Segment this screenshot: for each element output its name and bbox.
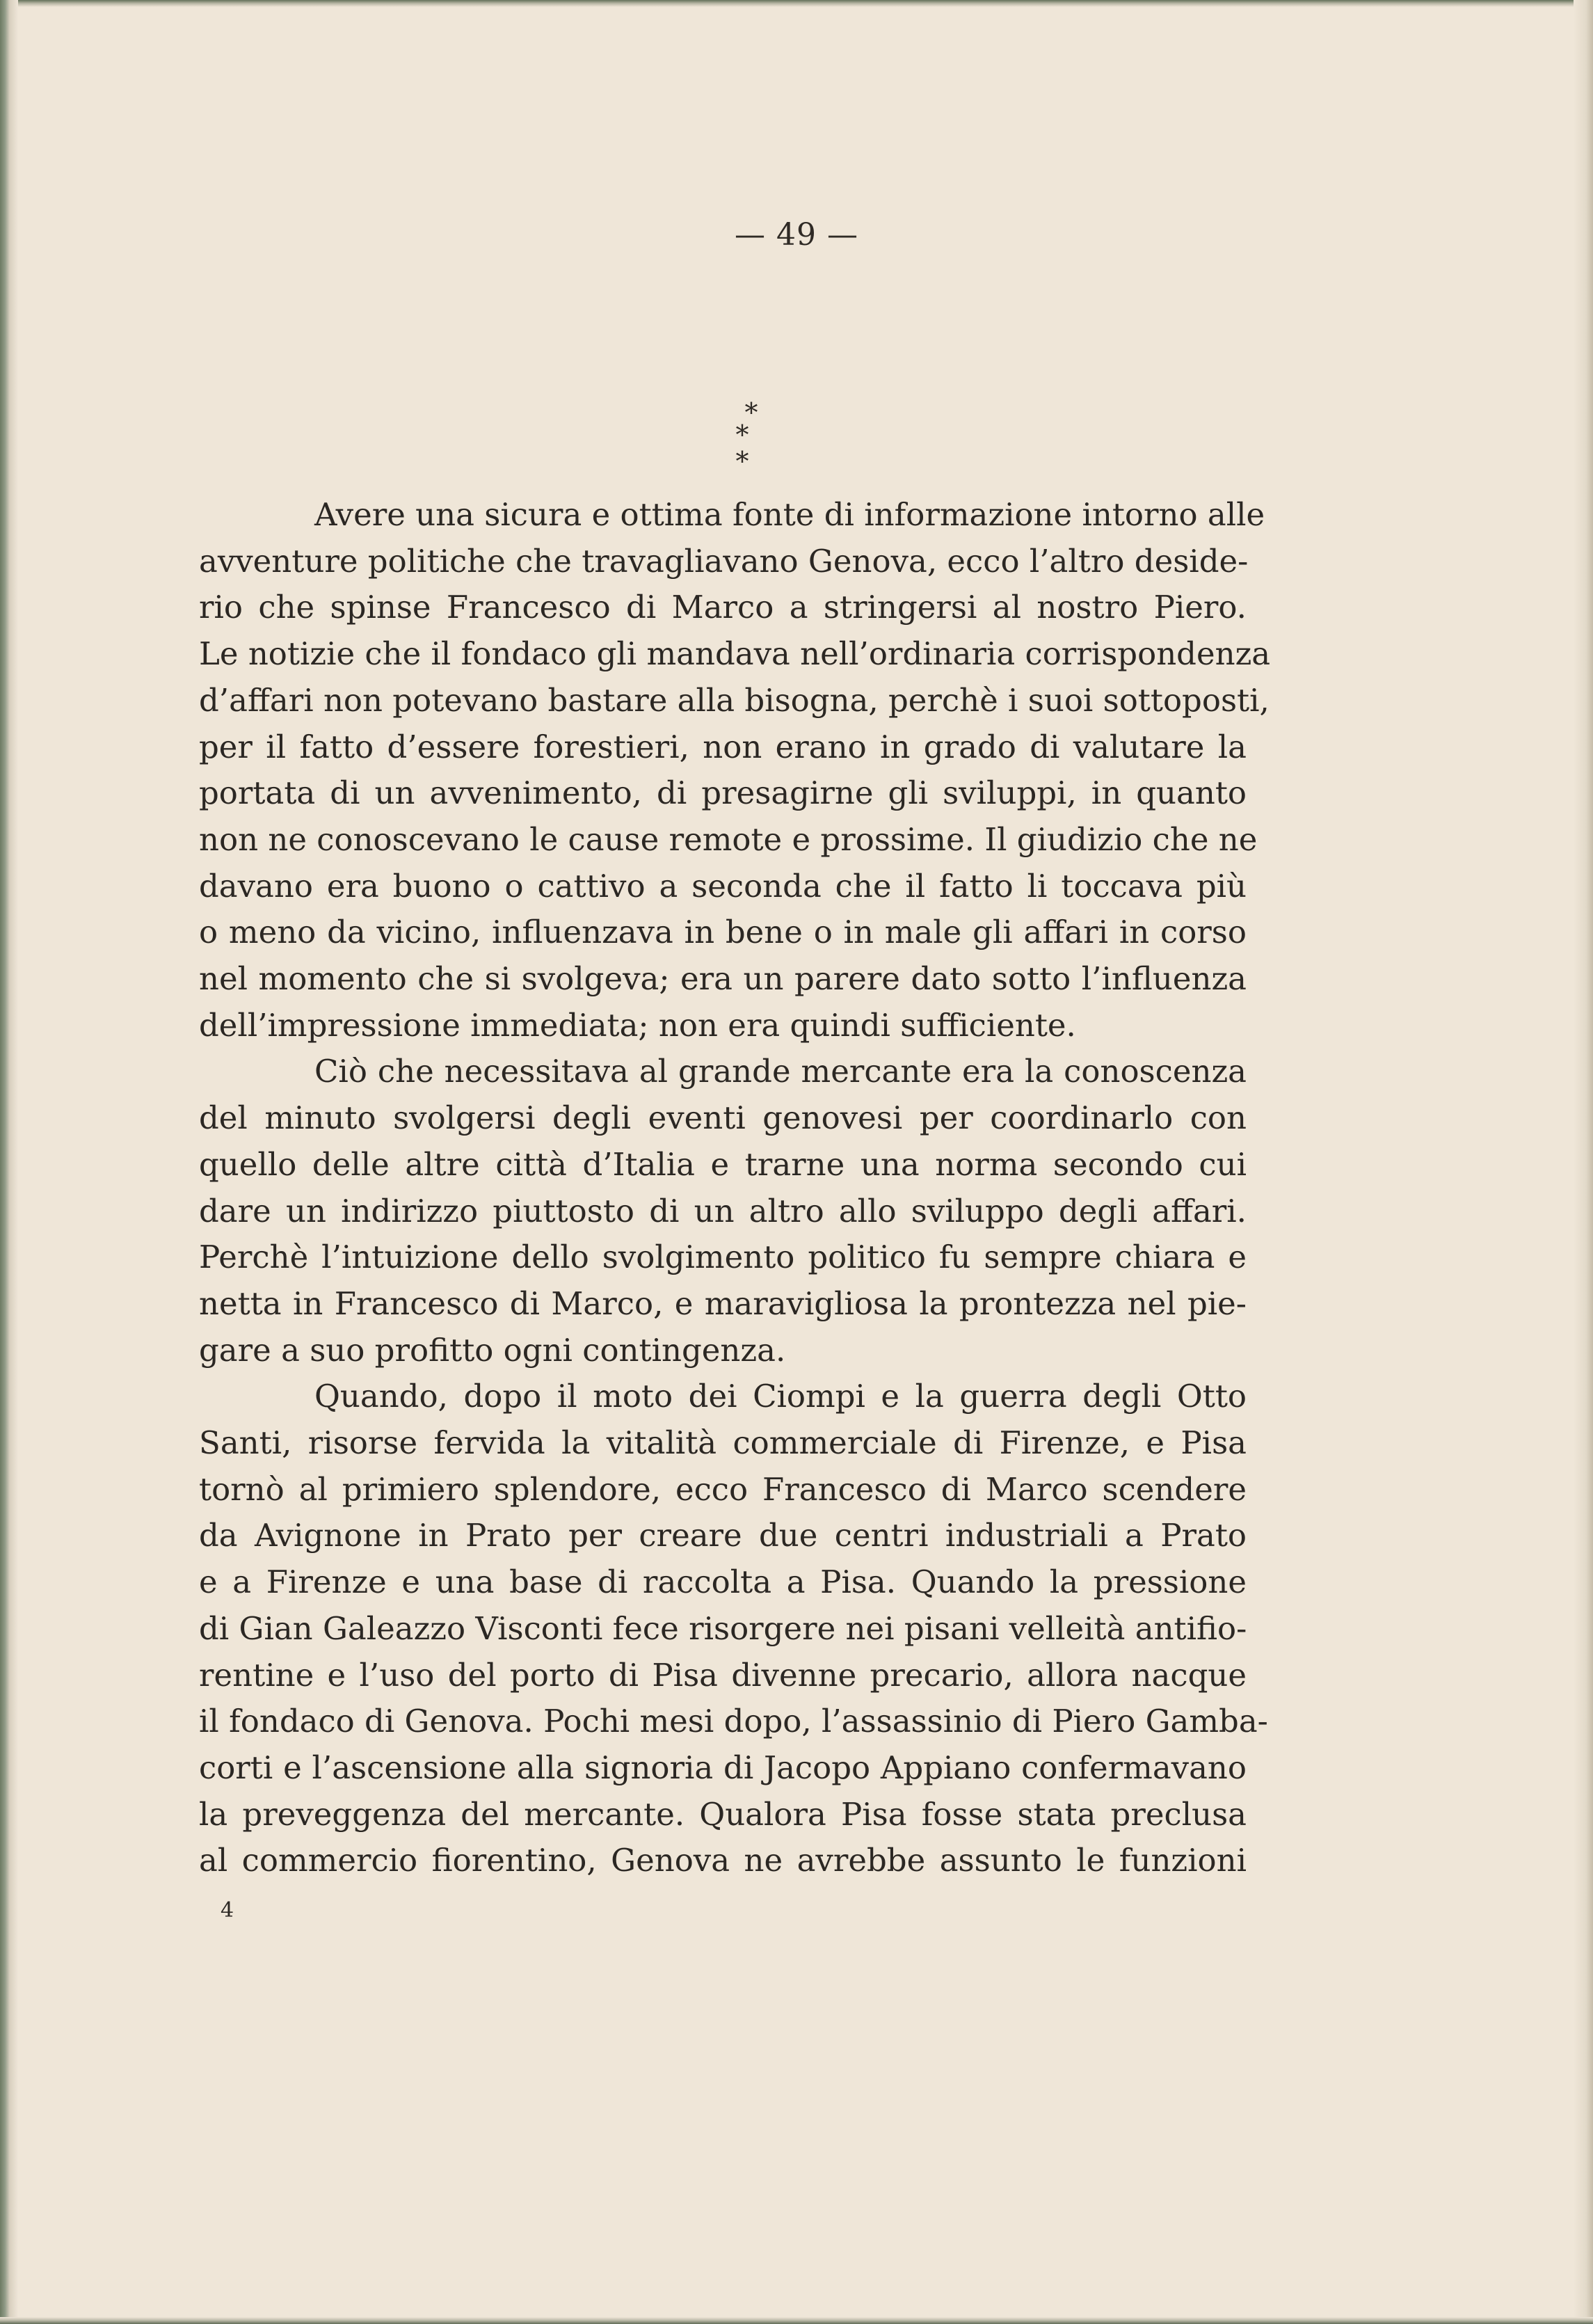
paragraph-3 — [199, 1374, 1268, 1884]
page-edge-top — [0, 0, 1593, 7]
body-text — [199, 492, 1271, 1884]
text-line: avventure politiche che travagliavano Genova, ecco l’altro deside- — [199, 542, 1249, 580]
signature-mark: 4 — [221, 1898, 234, 1923]
text-line: il fondaco di Genova. Pochi mesi dopo, l’assassinio di Piero Gamba- — [199, 1703, 1268, 1740]
text-line: da Avignone in Prato per creare due centri industriali a Prato — [199, 1517, 1247, 1554]
text-line: dell’impressione immediata; non era quindi sufficiente. — [199, 1006, 1076, 1044]
text-line: e a Firenze e una base di raccolta a Pisa. Quando la pressione — [199, 1563, 1247, 1601]
page-edge-right — [1574, 0, 1593, 2324]
text-line: per il fatto d’essere forestieri, non erano in grado di valutare la — [199, 728, 1247, 765]
text-line: Ciò che necessitava al grande mercante era la conoscenza — [314, 1053, 1247, 1090]
text-line: al commercio fiorentino, Genova ne avrebbe assunto le funzioni — [199, 1842, 1247, 1879]
asterism-top: * — [744, 397, 758, 428]
page-edge-bottom — [0, 2317, 1593, 2324]
text-line: netta in Francesco di Marco, e maravigliosa la prontezza nel pie- — [199, 1284, 1247, 1322]
text-line: corti e l’ascensione alla signoria di Jacopo Appiano confermavano — [199, 1749, 1247, 1786]
text-line: dare un indirizzo piuttosto di un altro allo sviluppo degli affari. — [199, 1192, 1247, 1229]
text-line: non ne conoscevano le cause remote e prossime. Il giudizio che ne — [199, 820, 1258, 858]
text-line: davano era buono o cattivo a seconda che il fatto li toccava più — [199, 867, 1247, 905]
text-line: Perchè l’intuizione dello svolgimento politico fu sempre chiara e — [199, 1239, 1247, 1276]
text-line: d’affari non potevano bastare alla bisogna, perchè i suoi sottoposti, — [199, 681, 1270, 719]
text-line: rio che spinse Francesco di Marco a stringersi al nostro Piero. — [199, 589, 1247, 626]
text-line: portata di un avvenimento, di presagirne gli sviluppi, in quanto — [199, 774, 1247, 812]
text-line: Santi, risorse fervida la vitalità commerciale di Firenze, e Pisa — [199, 1424, 1247, 1462]
text-line: nel momento che si svolgeva; era un parere dato sotto l’influenza — [199, 960, 1247, 998]
text-line: gare a suo profitto ogni contingenza. — [199, 1331, 786, 1369]
text-line: tornò al primiero splendore, ecco Francesco di Marco scendere — [199, 1470, 1247, 1508]
text-line: Avere una sicura e ottima fonte di informazione intorno alle — [314, 496, 1265, 533]
asterism-bottom: * * — [735, 420, 767, 477]
page-number: — 49 — — [735, 217, 858, 253]
page-binding-edge — [0, 0, 18, 2324]
text-line: rentine e l’uso del porto di Pisa divenne precario, allora nacque — [199, 1656, 1247, 1694]
text-line: o meno da vicino, influenzava in bene o in male gli affari in corso — [199, 914, 1247, 951]
asterism-section-break — [710, 397, 793, 477]
text-line: di Gian Galeazzo Visconti fece risorgere nei pisani velleità antifio- — [199, 1609, 1247, 1647]
text-line: Quando, dopo il moto dei Ciompi e la guerra degli Otto — [314, 1378, 1247, 1415]
paragraph-2 — [199, 1049, 1247, 1374]
text-line: del minuto svolgersi degli eventi genovesi per coordinarlo con — [199, 1099, 1247, 1137]
text-line: la preveggenza del mercante. Qualora Pisa fosse stata preclusa — [199, 1795, 1247, 1833]
text-line: quello delle altre città d’Italia e trarne una norma secondo cui — [199, 1145, 1247, 1183]
text-line: Le notizie che il fondaco gli mandava nell’ordinaria corrispondenza — [199, 635, 1271, 673]
paragraph-1 — [199, 492, 1271, 1049]
